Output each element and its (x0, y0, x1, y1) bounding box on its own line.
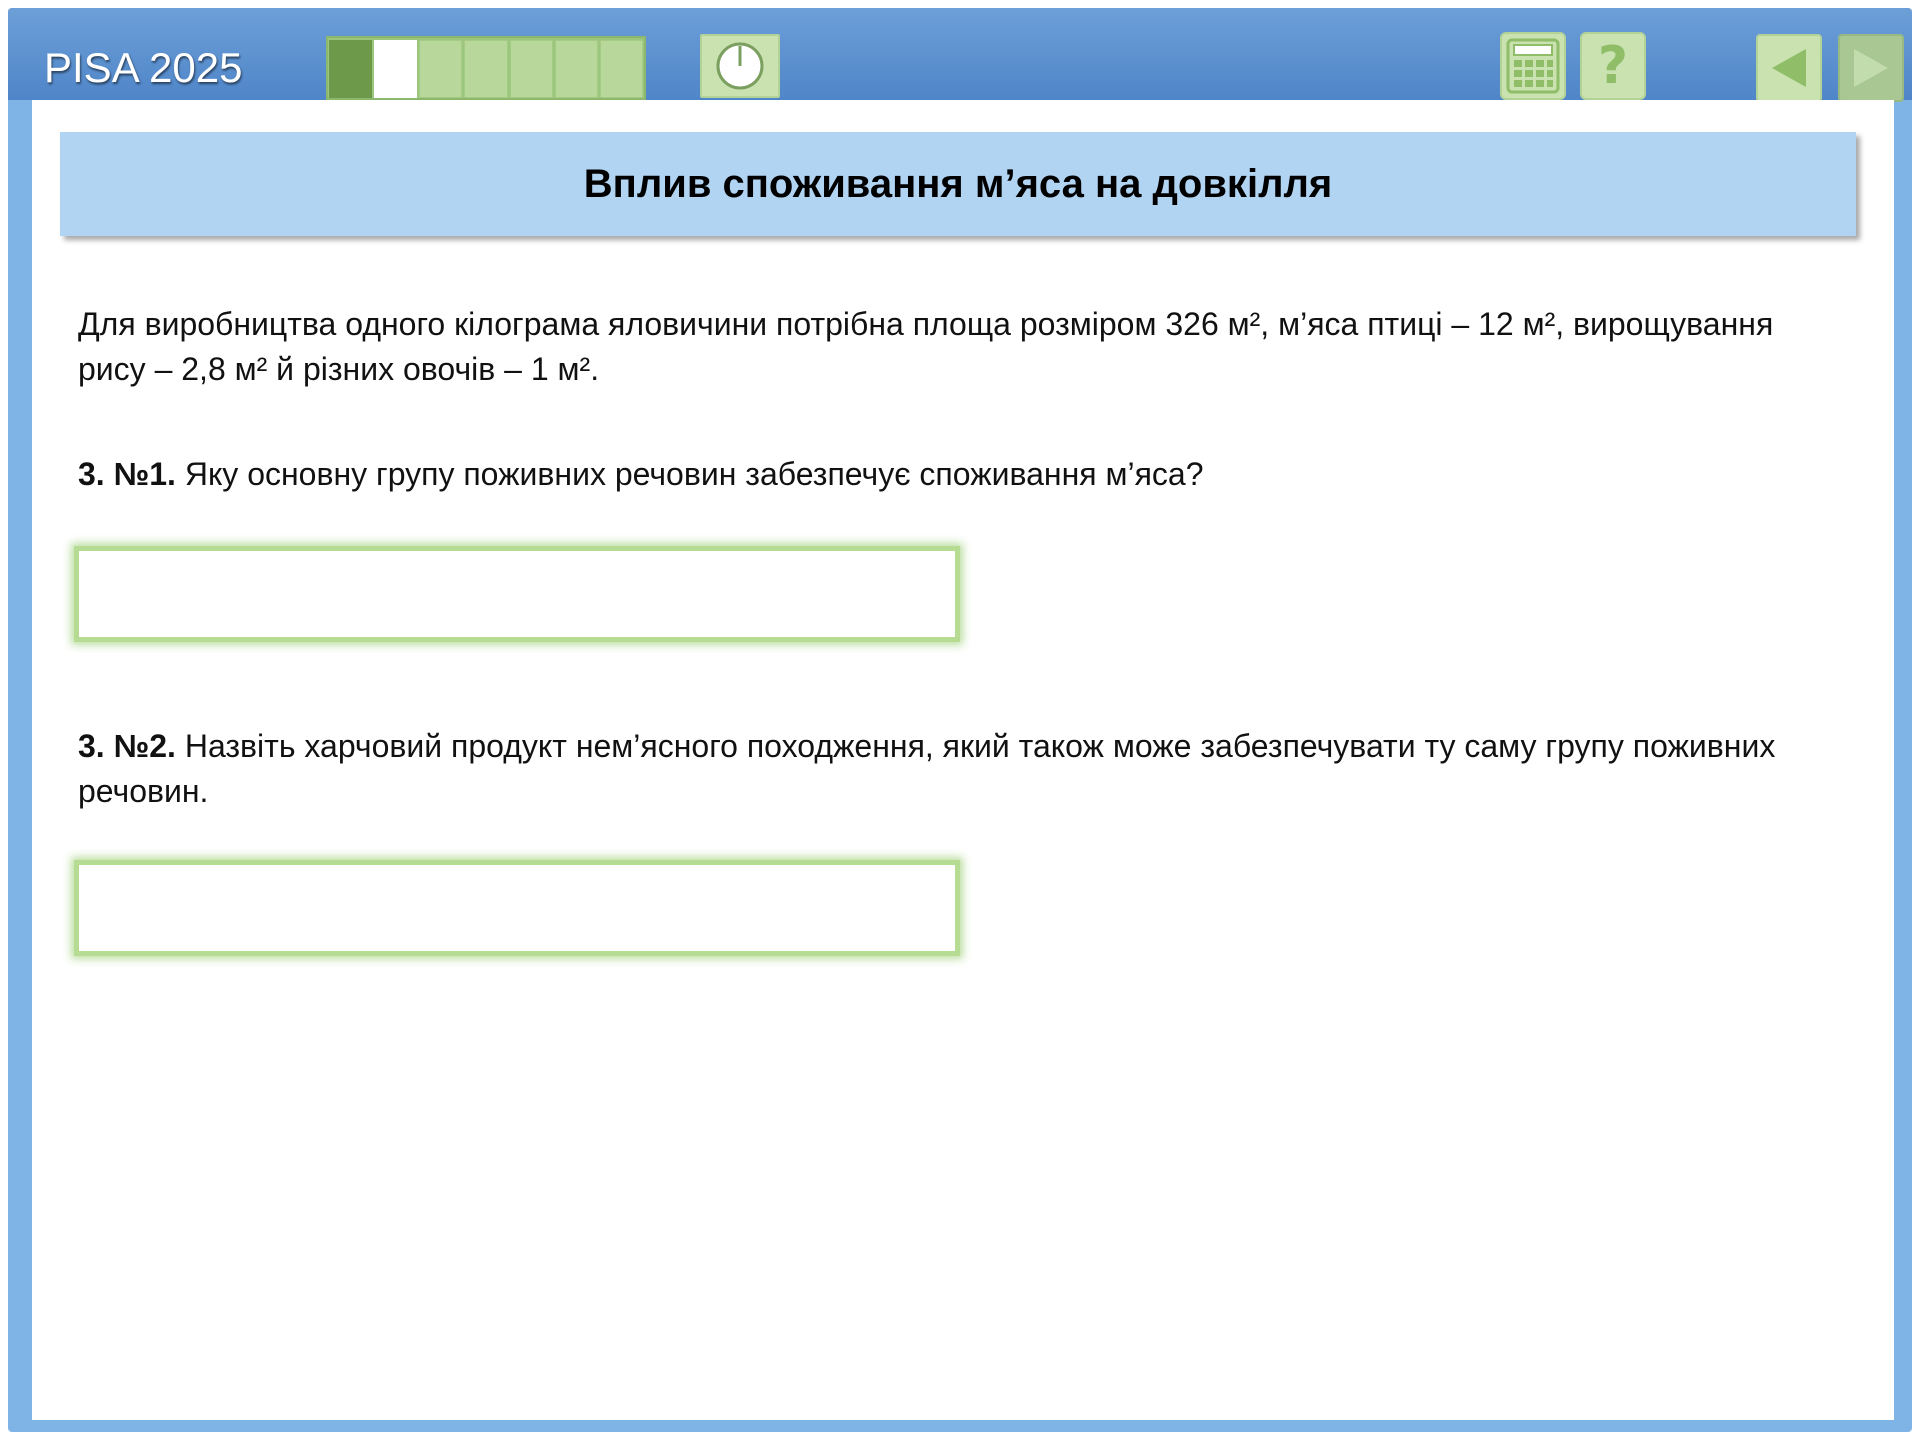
calculator-icon (1506, 38, 1560, 94)
back-button[interactable] (1756, 34, 1822, 102)
progress-segment (329, 40, 372, 98)
progress-segment (464, 40, 507, 98)
calculator-button[interactable] (1500, 32, 1566, 100)
back-arrow-icon (1766, 45, 1812, 91)
progress-segment (600, 40, 643, 98)
question-mark-icon: ? (1597, 36, 1629, 96)
help-button[interactable] (1580, 32, 1646, 100)
clock-icon (715, 41, 765, 91)
question-text: Яку основну групу поживних речовин забезпечує споживання м’яса? (184, 456, 1204, 492)
question-number: 3. №1. (78, 456, 176, 492)
next-button[interactable] (1838, 34, 1904, 102)
progress-segment (374, 40, 417, 98)
app-title: PISA 2025 (44, 44, 243, 91)
progress-segment (510, 40, 553, 98)
timer-button[interactable] (700, 34, 780, 98)
answer-input-2[interactable] (74, 860, 960, 956)
page-title: Вплив споживання м’яса на довкілля (583, 161, 1333, 206)
top-toolbar (8, 8, 1912, 100)
unit-title-banner (60, 132, 1856, 236)
next-arrow-icon (1848, 45, 1894, 91)
question-2 (78, 724, 1818, 814)
question-1 (78, 452, 1818, 497)
question-number: 3. №2. (78, 728, 176, 764)
question-text: Назвіть харчовий продукт нем’ясного походження, який також може забезпечувати ту саму групу поживних речовин. (78, 728, 1776, 809)
progress-segment (555, 40, 598, 98)
progress-bar (326, 36, 646, 100)
stimulus-text: Для виробництва одного кілограма яловичини потрібна площа розміром 326 м², м’яса птиці – 12 м², вирощування рису – 2,8 м² й різних овочів – 1 м². (78, 306, 1774, 387)
progress-segment (419, 40, 462, 98)
answer-input-1[interactable] (74, 546, 960, 642)
